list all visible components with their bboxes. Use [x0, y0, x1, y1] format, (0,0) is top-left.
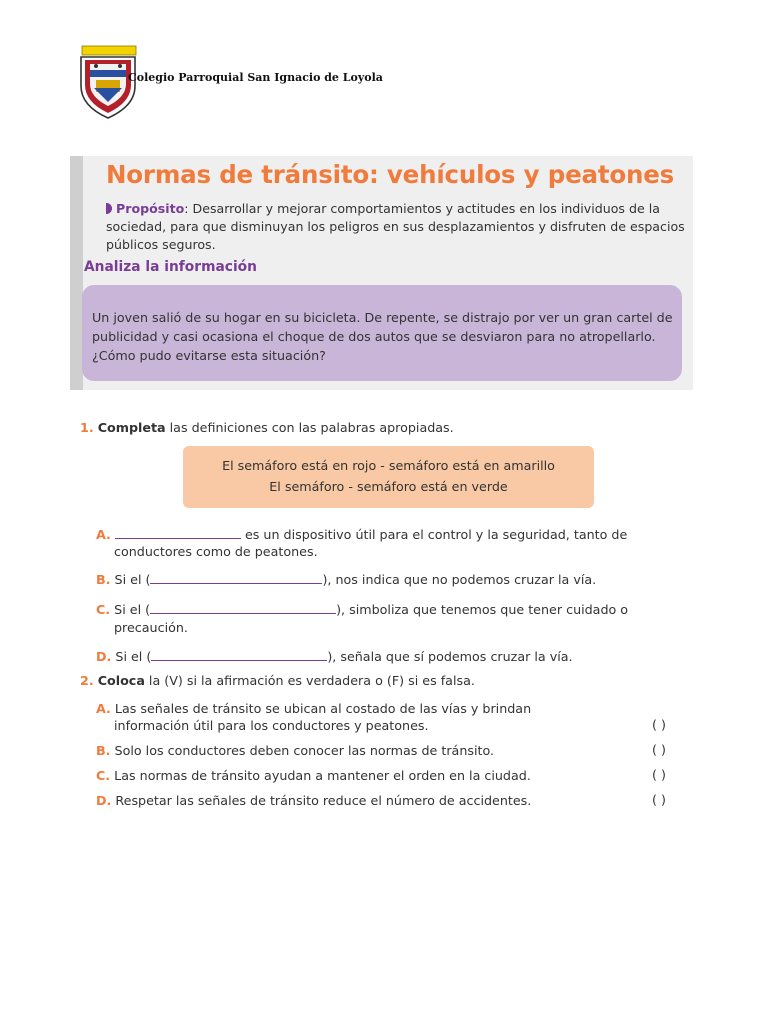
question-2-number: 2.	[80, 673, 94, 688]
answer-parens[interactable]: ( )	[652, 792, 666, 807]
analyze-heading: Analiza la información	[84, 259, 257, 275]
question-2-item-b	[96, 742, 494, 759]
item-letter: D.	[96, 649, 112, 664]
school-name: Colegio Parroquial San Ignacio de Loyola	[128, 71, 383, 84]
question-1-item-a-line-2: conductores como de peatones.	[114, 544, 318, 559]
answer-blank[interactable]	[151, 648, 327, 661]
item-letter: B.	[96, 743, 111, 758]
question-2-text: la (V) si la afirmación es verdadera o (F) si es falsa.	[144, 673, 475, 688]
question-1-item-d	[96, 648, 573, 665]
answer-parens[interactable]: ( )	[652, 767, 666, 782]
item-letter: A.	[96, 527, 111, 542]
question-1-verb: Completa	[97, 420, 166, 435]
item-text: es un dispositivo útil para el control y la seguridad, tanto de	[240, 527, 628, 542]
question-1-item-a	[96, 526, 627, 543]
question-2-item-c	[96, 767, 531, 784]
item-text: Las normas de tránsito ayudan a mantener el orden en la ciudad.	[110, 768, 531, 783]
answer-blank[interactable]	[150, 601, 336, 614]
word-bank-line-1: El semáforo está en rojo - semáforo está en amarillo	[222, 458, 555, 473]
answer-parens[interactable]: ( )	[652, 717, 666, 732]
item-text-before: Si el (	[110, 602, 151, 617]
item-text-after: ), simboliza que tenemos que tener cuidado o	[336, 602, 629, 617]
question-2-item-a	[96, 700, 531, 717]
question-1-item-b	[96, 571, 596, 588]
question-1-item-c	[96, 601, 628, 618]
answer-blank[interactable]	[115, 526, 241, 539]
item-letter: C.	[96, 768, 111, 783]
item-letter: A.	[96, 701, 111, 716]
item-letter: D.	[96, 793, 112, 808]
purpose-marker-icon	[106, 203, 112, 214]
answer-parens[interactable]: ( )	[652, 742, 666, 757]
item-letter: C.	[96, 602, 111, 617]
answer-blank[interactable]	[150, 571, 322, 584]
question-2-item-a-line-2: información útil para los conductores y peatones.	[114, 718, 429, 733]
item-text-after: ), nos indica que no podemos cruzar la vía.	[322, 572, 597, 587]
question-1-prompt	[80, 420, 454, 435]
item-text-after: ), señala que sí podemos cruzar la vía.	[327, 649, 573, 664]
item-text: Las señales de tránsito se ubican al costado de las vías y brindan	[110, 701, 532, 716]
lesson-title: Normas de tránsito: vehículos y peatones	[106, 160, 675, 189]
item-text-before: Si el (	[111, 649, 152, 664]
story-text: Un joven salió de su hogar en su bicicleta. De repente, se distrajo por ver un gran cartel de publicidad y casi ocasiona el choque de dos autos que se desviaron para no atropellarlo. ¿Cómo pudo evitarse esta situación?	[92, 310, 673, 363]
item-text: Respetar las señales de tránsito reduce el número de accidentes.	[111, 793, 532, 808]
purpose-label: Propósito	[116, 201, 185, 216]
item-letter: B.	[96, 572, 111, 587]
item-text: Solo los conductores deben conocer las normas de tránsito.	[110, 743, 495, 758]
story-box	[82, 285, 682, 381]
item-text-before: Si el (	[110, 572, 151, 587]
question-1-number: 1.	[80, 420, 94, 435]
purpose-text: : Desarrollar y mejorar comportamientos y actitudes en los individuos de la sociedad, para que disminuyan los peligros en sus desplazamientos y disfruten de espacios públicos seguros.	[106, 201, 685, 252]
question-2-verb: Coloca	[97, 673, 145, 688]
question-2-item-d	[96, 792, 531, 809]
purpose-paragraph	[106, 200, 688, 254]
word-bank	[183, 446, 594, 508]
word-bank-line-2: El semáforo - semáforo está en verde	[269, 479, 508, 494]
question-1-text: las definiciones con las palabras apropiadas.	[165, 420, 454, 435]
school-header	[76, 44, 383, 120]
question-2-prompt	[80, 672, 475, 689]
lesson-panel	[70, 156, 693, 390]
question-1-item-c-line-2: precaución.	[114, 620, 188, 635]
